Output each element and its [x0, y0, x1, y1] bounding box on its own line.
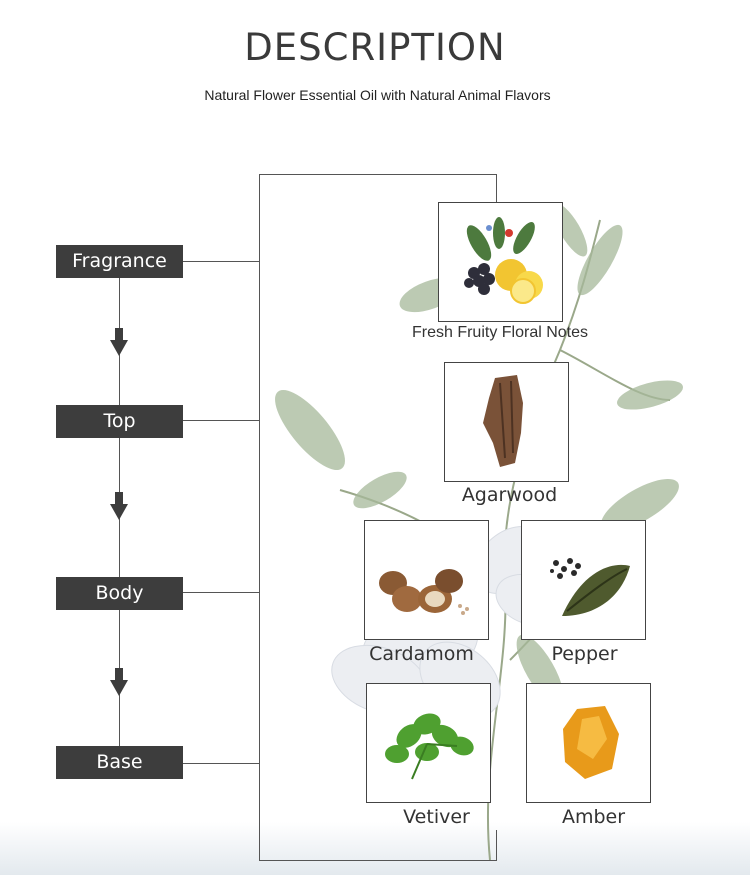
vetiver-icon [367, 684, 490, 802]
cardamom-icon [365, 521, 488, 639]
note-label-amber: Amber [561, 806, 626, 828]
frame-bottom-line [259, 860, 497, 861]
fruit-bundle-icon [439, 203, 562, 321]
connector-top [183, 420, 260, 421]
note-label-agarwood: Agarwood [461, 484, 558, 506]
agarwood-icon [445, 363, 568, 481]
frame-right-bottom-line [496, 830, 497, 861]
note-label-pepper: Pepper [551, 643, 618, 665]
connector-base [183, 763, 260, 764]
note-label-fruity: Fresh Fruity Floral Notes [411, 324, 589, 341]
arrow-down-icon [110, 492, 128, 520]
note-label-cardamom: Cardamom [369, 643, 474, 665]
stage-label-body: Body [56, 577, 183, 610]
stage-label-base: Base [56, 746, 183, 779]
note-card-agarwood [444, 362, 569, 482]
connector-fragrance [183, 261, 260, 262]
pepper-icon [522, 521, 645, 639]
arrow-down-icon [110, 328, 128, 356]
page-title: DESCRIPTION [244, 26, 506, 69]
stage-label-top: Top [56, 405, 183, 438]
note-card-pepper [521, 520, 646, 640]
page-subtitle: Natural Flower Essential Oil with Natural Animal Flavors [204, 87, 551, 103]
frame-top-line [259, 174, 497, 175]
amber-icon [527, 684, 650, 802]
connector-body [183, 592, 260, 593]
note-card-amber [526, 683, 651, 803]
frame-left-line [259, 174, 260, 861]
note-card-cardamom [364, 520, 489, 640]
stage-label-fragrance: Fragrance [56, 245, 183, 278]
frame-right-top-line [496, 174, 497, 202]
note-label-vetiver: Vetiver [403, 806, 470, 828]
note-card-vetiver [366, 683, 491, 803]
note-card-fruity [438, 202, 563, 322]
arrow-down-icon [110, 668, 128, 696]
